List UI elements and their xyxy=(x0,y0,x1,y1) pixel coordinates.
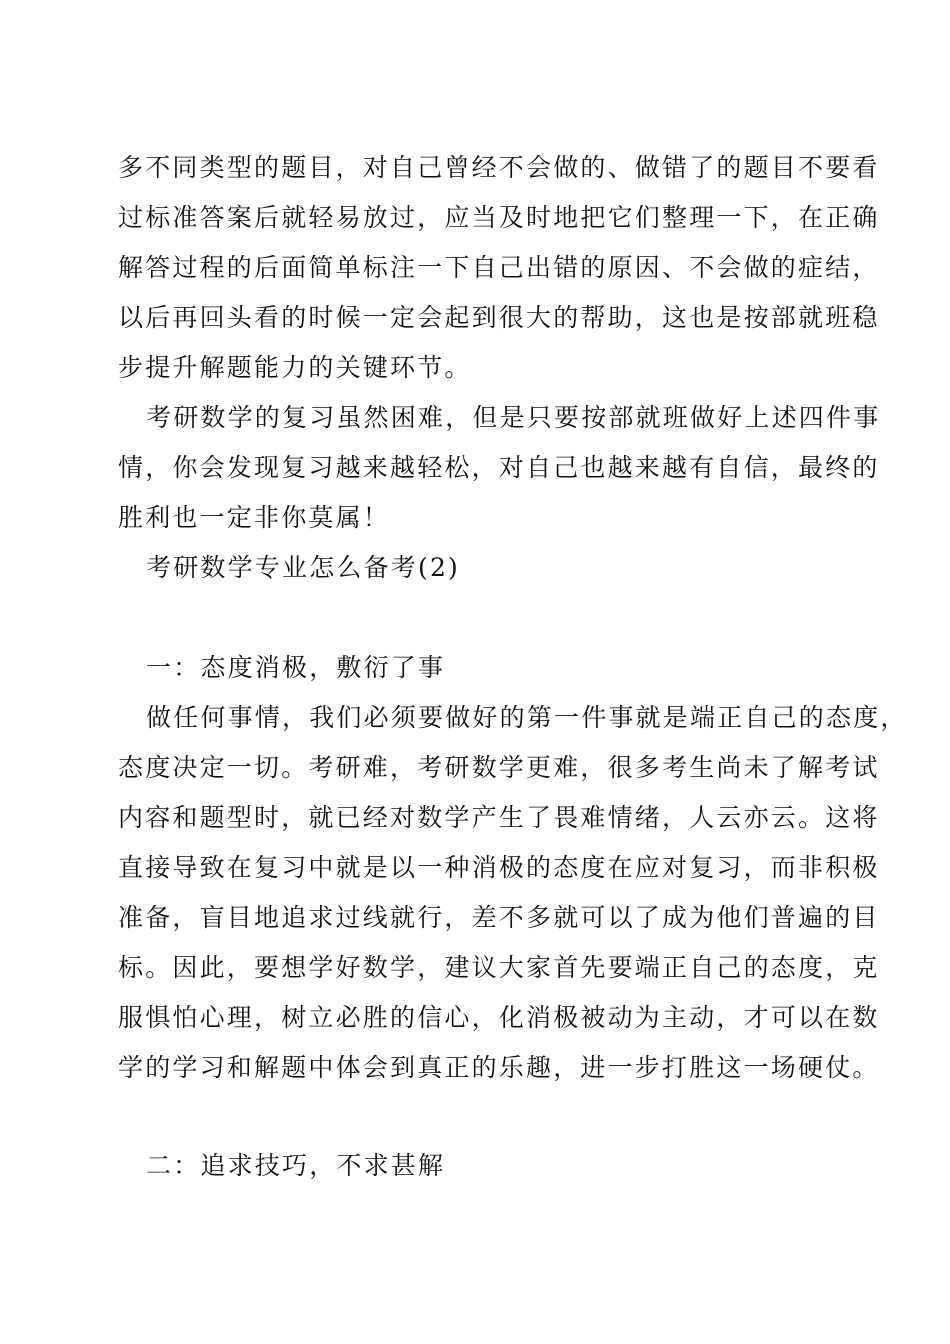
para3-line-5: 准备，盲目地追求过线就行，差不多就可以了成为他们普遍的目 xyxy=(118,903,880,932)
para1-line-2: 过标准答案后就轻易放过，应当及时地把它们整理一下，在正确 xyxy=(118,203,880,232)
para3-line-2: 态度决定一切。考研难，考研数学更难，很多考生尚未了解考试 xyxy=(118,753,880,782)
para3-line-7: 服惧怕心理，树立必胜的信心，化消极被动为主动，才可以在数 xyxy=(118,1003,880,1032)
para3-line-8: 学的学习和解题中体会到真正的乐趣，进一步打胜这一场硬仗。 xyxy=(118,1053,880,1082)
para1-line-1: 多不同类型的题目，对自己曾经不会做的、做错了的题目不要看 xyxy=(118,153,880,182)
document-title: 考研数学专业怎么备考(2) xyxy=(146,553,461,582)
para3-line-4: 直接导致在复习中就是以一种消极的态度在应对复习，而非积极 xyxy=(118,853,880,882)
para2-line-2: 情，你会发现复习越来越轻松，对自己也越来越有自信，最终的 xyxy=(118,453,880,482)
para1-line-4: 以后再回头看的时候一定会起到很大的帮助，这也是按部就班稳 xyxy=(118,303,880,332)
para1-line-5: 步提升解题能力的关键环节。 xyxy=(118,353,472,382)
para3-line-3: 内容和题型时，就已经对数学产生了畏难情绪，人云亦云。这将 xyxy=(118,803,880,832)
para2-line-1: 考研数学的复习虽然困难，但是只要按部就班做好上述四件事 xyxy=(146,403,881,432)
section2-heading: 二：追求技巧，不求甚解 xyxy=(146,1151,446,1180)
para1-line-3: 解答过程的后面简单标注一下自己出错的原因、不会做的症结， xyxy=(118,253,880,282)
para3-line-6: 标。因此，要想学好数学，建议大家首先要端正自己的态度，克 xyxy=(118,953,880,982)
para2-line-3: 胜利也一定非你莫属！ xyxy=(118,503,391,532)
section1-heading: 一：态度消极，敷衍了事 xyxy=(146,653,446,682)
para3-line-1: 做任何事情，我们必须要做好的第一件事就是端正自己的态度， xyxy=(146,703,908,732)
